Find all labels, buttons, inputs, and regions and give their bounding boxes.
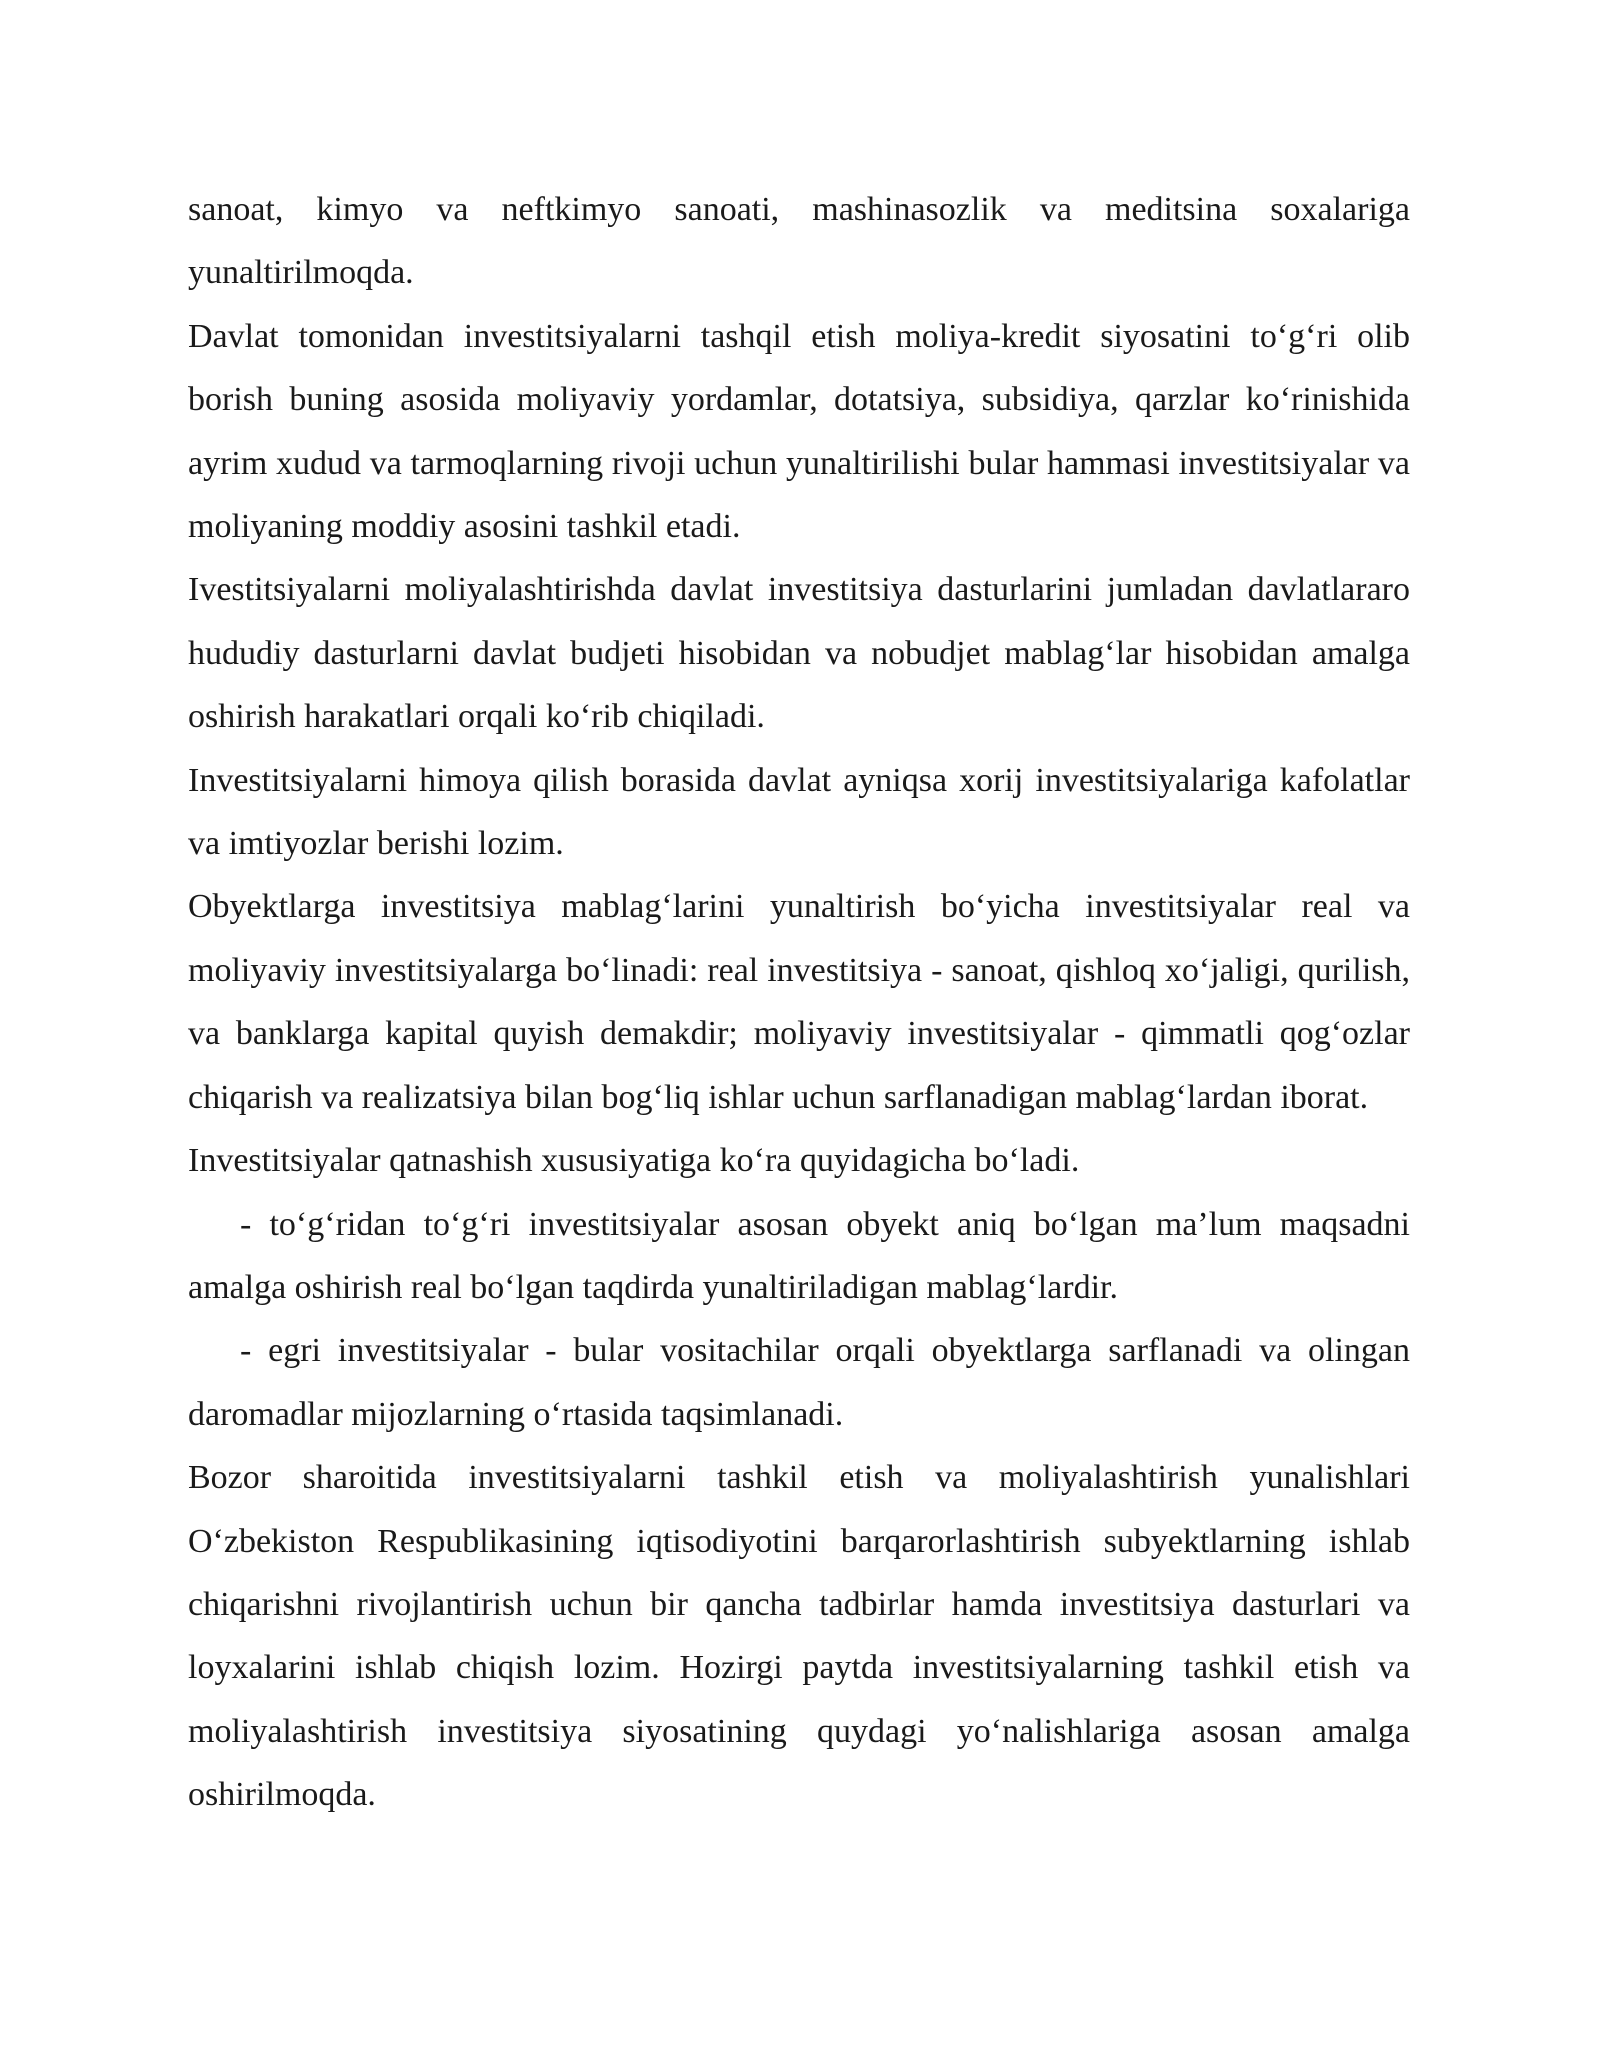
paragraph-5: Obyektlarga investitsiya mablag‘larini yunaltirish bo‘yicha investitsiyalar real va moliyaviy investitsiyalarga bo‘linadi: real investitsiya - sanoat, qishloq xo‘jaligi, qurilish, va banklarga kapital quyish demakdir; moliyaviy investitsiyalar - qimmatli qog‘ozlar chiqarish va realizatsiya bilan bog‘liq ishlar uchun sarflanadigan mablag‘lardan iborat. [188, 888, 1410, 1116]
list-item-indirect-investments: - egri investitsiyalar - bular vositachilar orqali obyektlarga sarflanadi va olingan daromadlar mijozlarning o‘rtasida taqsimlanadi. [188, 1332, 1410, 1433]
paragraph-4: Investitsiyalarni himoya qilish borasida davlat ayniqsa xorij investitsiyalariga kafolatlar va imtiyozlar berishi lozim. [188, 761, 1410, 863]
document-page [188, 178, 1410, 1827]
paragraph-7: Bozor sharoitida investitsiyalarni tashkil etish va moliyalashtirish yunalishlari O‘zbekiston Respublikasining iqtisodiyotini barqarorlashtirish subyektlarning ishlab chiqarishni rivojlantirish uchun bir qancha tadbirlar hamda investitsiya dasturlari va loyxalarini ishlab chiqish lozim. Hozirgi paytda investitsiyalarning tashkil etish va moliyalashtirish investitsiya siyosatining quydagi yo‘nalishlariga asosan amalga oshirilmoqda. [188, 1459, 1410, 1814]
paragraph-6: Investitsiyalar qatnashish xususiyatiga ko‘ra quyidagicha bo‘ladi. [188, 1142, 1080, 1180]
paragraph-3: Ivestitsiyalarni moliyalashtirishda davlat investitsiya dasturlarini jumladan davlatlararo hududiy dasturlarni davlat budjeti hisobidan va nobudjet mablag‘lar hisobidan amalga oshirish harakatlari orqali ko‘rib chiqiladi. [188, 571, 1410, 736]
paragraph-1: sanoat, kimyo va neftkimyo sanoati, mashinasozlik va meditsina soxalariga yunaltirilmoqda. [188, 191, 1410, 292]
list-item-direct-investments: - to‘g‘ridan to‘g‘ri investitsiyalar asosan obyekt aniq bo‘lgan ma’lum maqsadni amalga oshirish real bo‘lgan taqdirda yunaltiriladigan mablag‘lardir. [188, 1205, 1410, 1306]
paragraph-2: Davlat tomonidan investitsiyalarni tashqil etish moliya-kredit siyosatini to‘g‘ri olib borish buning asosida moliyaviy yordamlar, dotatsiya, subsidiya, qarzlar ko‘rinishida ayrim xudud va tarmoqlarning rivoji uchun yunaltirilishi bular hammasi investitsiyalar va moliyaning moddiy asosini tashkil etadi. [188, 317, 1410, 546]
